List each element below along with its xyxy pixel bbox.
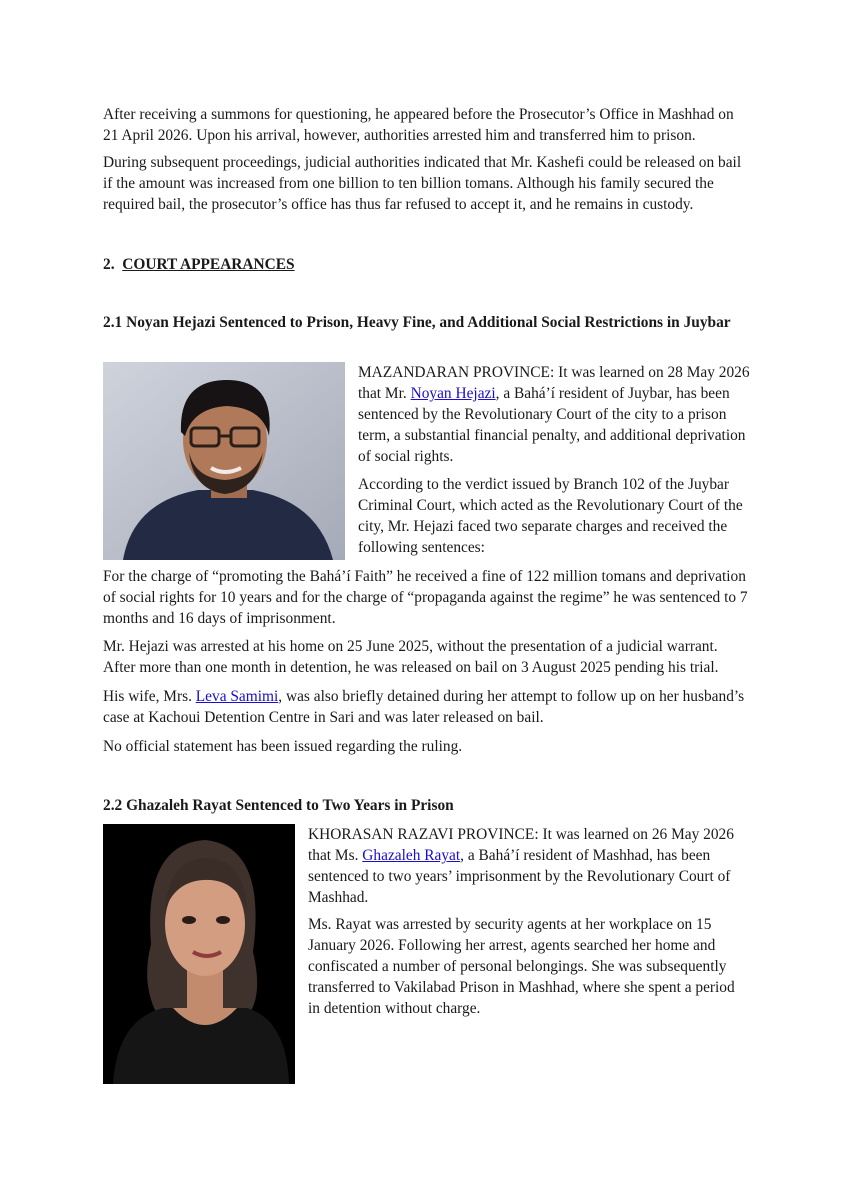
s21-paragraph-6: No official statement has been issued regarding the ruling.: [103, 738, 463, 755]
s21-p5-text-after: , was also briefly detained during her attempt to follow up on her husband’s case at Kachoui Detention Centre in Sari and was later released on bail.: [103, 688, 745, 726]
leva-samimi-link[interactable]: Leva Samimi: [195, 688, 279, 705]
s21-paragraph-4: Mr. Hejazi was arrested at his home on 25 June 2025, without the presentation of a judicial warrant. After more than one month in detention, he was released on bail on 3 August 2025 pending his trial.: [103, 638, 719, 676]
portrait-woman-image: [103, 824, 295, 1084]
photo-ghazaleh-rayat: [103, 824, 295, 1084]
photo-noyan-hejazi: [103, 362, 345, 560]
s21-p1-text-after: , a Bahá’í resident of Juybar, has been sentenced by the Revolutionary Court of the city to a prison term, a substantial financial penalty, and additional deprivation of social rights.: [358, 385, 746, 465]
section-number: 2.: [103, 256, 115, 273]
s22-p1-text-before: KHORASAN RAZAVI PROVINCE: It was learned on 26 May 2026 that Ms.: [308, 826, 734, 864]
intro-paragraph-1: After receiving a summons for questioning, he appeared before the Prosecutor’s Office in Mashhad on 21 April 2026. Upon his arrival, however, authorities arrested him and transferred him to prison.: [103, 106, 734, 144]
s21-p5-text-before: His wife, Mrs.: [103, 688, 196, 705]
section-heading: [103, 254, 295, 275]
ghazaleh-rayat-link[interactable]: Ghazaleh Rayat: [362, 847, 461, 864]
s21-p1-text-before: MAZANDARAN PROVINCE: It was learned on 28 May 2026 that Mr.: [358, 364, 750, 402]
s21-paragraph-5: [103, 686, 749, 728]
intro-paragraph-2: During subsequent proceedings, judicial authorities indicated that Mr. Kashefi could be released on bail if the amount was increased from one billion to ten billion tomans. Although his family secured the required bail, the prosecutor’s office has thus far refused to accept it, and he remains in custody.: [103, 154, 742, 213]
s21-paragraph-3: For the charge of “promoting the Bahá’í Faith” he received a fine of 122 million tomans and deprivation of social rights for 10 years and for the charge of “propaganda against the regime” he was sentenced to 7 months and 16 days of imprisonment.: [103, 568, 748, 627]
noyan-hejazi-link[interactable]: Noyan Hejazi: [410, 385, 496, 402]
subsection-heading-2-1: 2.1 Noyan Hejazi Sentenced to Prison, Heavy Fine, and Additional Social Restrictions in Juybar: [103, 314, 731, 331]
s21-paragraph-1: [358, 362, 750, 467]
s21-paragraph-2: According to the verdict issued by Branch 102 of the Juybar Criminal Court, which acted as the Revolutionary Court of the city, Mr. Hejazi faced two separate charges and received the following sentences:: [358, 476, 743, 556]
subsection-heading-2-2: 2.2 Ghazaleh Rayat Sentenced to Two Years in Prison: [103, 797, 454, 814]
portrait-man-image: [103, 362, 345, 560]
section-title: COURT APPEARANCES: [122, 256, 295, 273]
s22-paragraph-2: Ms. Rayat was arrested by security agents at her workplace on 15 January 2026. Following her arrest, agents searched her home and confiscated a number of personal belongings. She was subsequently transferred to Vakilabad Prison in Mashhad, where she spent a period in detention without charge.: [308, 916, 735, 1017]
s22-p1-text-after: , a Bahá’í resident of Mashhad, has been sentenced to two years’ imprisonment by the Revolutionary Court of Mashhad.: [308, 847, 731, 906]
s22-paragraph-1: [308, 824, 750, 908]
